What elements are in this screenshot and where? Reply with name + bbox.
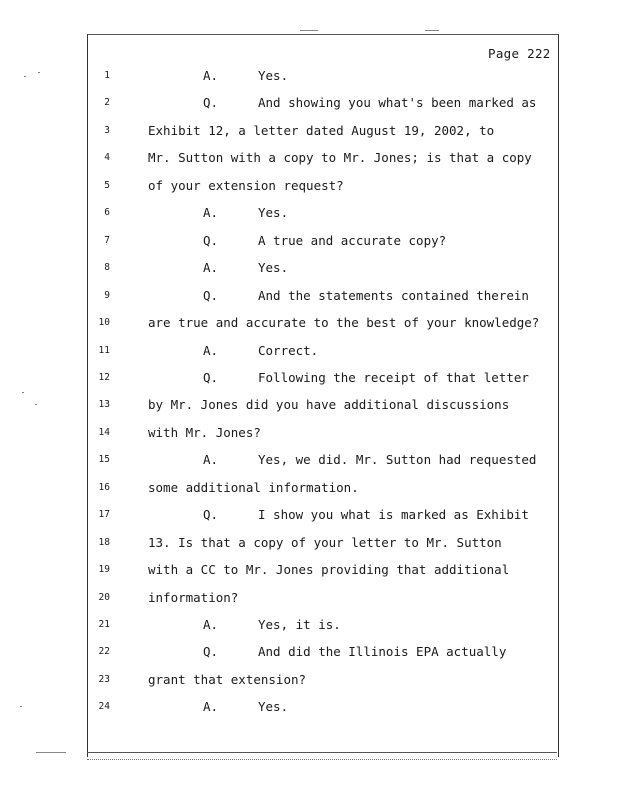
line-number: 15	[98, 454, 110, 466]
line-text: Exhibit 12, a letter dated August 19, 2002, to	[148, 122, 495, 138]
speaker-label: A.	[203, 260, 219, 276]
line-number: 5	[104, 179, 110, 191]
transcript-line	[0, 590, 618, 610]
line-number: 4	[104, 152, 110, 164]
speaker-label: A.	[203, 342, 219, 358]
transcript-line	[0, 288, 618, 308]
line-number: 11	[98, 344, 110, 356]
line-text: Mr. Sutton with a copy to Mr. Jones; is that a copy	[148, 150, 532, 166]
transcript-line	[0, 370, 618, 390]
scan-speck	[38, 72, 40, 73]
line-text: Following the receipt of that letter	[258, 369, 529, 385]
transcript-line	[0, 480, 618, 500]
line-text: Yes.	[258, 699, 289, 715]
speaker-label: Q.	[203, 369, 219, 385]
transcript-line	[0, 617, 618, 637]
line-text: Correct.	[258, 342, 319, 358]
scan-speck	[35, 404, 37, 405]
transcript-line	[0, 644, 618, 664]
line-number: 23	[98, 673, 110, 685]
transcript-line	[0, 315, 618, 335]
speaker-label: Q.	[203, 507, 219, 523]
scan-speck	[20, 706, 22, 707]
line-number: 24	[98, 701, 110, 713]
line-number: 13	[98, 399, 110, 411]
transcript-line	[0, 178, 618, 198]
page-bottom-rule	[87, 752, 557, 760]
speaker-label: A.	[203, 452, 219, 468]
line-number: 1	[104, 70, 110, 81]
scan-speck	[22, 392, 24, 393]
transcript-line	[0, 233, 618, 253]
speaker-label: Q.	[203, 95, 219, 111]
speaker-label: A.	[203, 205, 219, 221]
transcript-line	[0, 507, 618, 527]
transcript-line	[0, 343, 618, 363]
speaker-label: A.	[203, 699, 219, 715]
speaker-label: A.	[203, 617, 219, 632]
line-text: some additional information.	[148, 479, 359, 495]
line-text: Yes, we did. Mr. Sutton had requested	[258, 452, 537, 468]
transcript-line	[0, 699, 618, 719]
transcript-line	[0, 672, 618, 692]
line-text: And the statements contained therein	[258, 287, 529, 303]
transcript-line	[0, 95, 618, 115]
line-number: 3	[104, 124, 110, 136]
line-text: grant that extension?	[148, 671, 307, 687]
transcript-line	[0, 425, 618, 445]
line-number: 8	[104, 262, 110, 274]
transcript-line	[0, 535, 618, 555]
line-text: 13. Is that a copy of your letter to Mr. Sutton	[148, 534, 502, 550]
line-text: with a CC to Mr. Jones providing that additional	[148, 562, 510, 578]
line-number: 10	[98, 317, 110, 329]
line-number: 20	[98, 591, 110, 603]
transcript-line	[0, 397, 618, 417]
line-number: 16	[98, 481, 110, 493]
line-number: 2	[104, 97, 110, 109]
speaker-label: A.	[203, 68, 219, 83]
transcript-line	[0, 452, 618, 472]
line-number: 9	[104, 289, 110, 301]
line-text: with Mr. Jones?	[148, 424, 261, 440]
line-text: of your extension request?	[148, 177, 344, 193]
line-text: by Mr. Jones did you have additional discussions	[148, 397, 510, 413]
transcript-line	[0, 205, 618, 225]
speaker-label: Q.	[203, 287, 219, 303]
line-text: Yes, it is.	[258, 617, 341, 632]
scan-speck	[24, 76, 26, 77]
line-number: 17	[98, 509, 110, 521]
line-text: are true and accurate to the best of your knowledge?	[148, 315, 540, 331]
line-number: 19	[98, 564, 110, 576]
line-number: 14	[98, 426, 110, 438]
transcript-line	[0, 68, 618, 88]
line-text: And showing you what's been marked as	[258, 95, 537, 111]
line-text: Yes.	[258, 68, 289, 83]
line-number: 6	[104, 207, 110, 219]
line-text: I show you what is marked as Exhibit	[258, 507, 529, 523]
transcript-line	[0, 562, 618, 582]
line-text: A true and accurate copy?	[258, 232, 447, 248]
line-number: 18	[98, 536, 110, 548]
transcript-line	[0, 123, 618, 143]
scan-speck	[300, 30, 318, 31]
transcript-line	[0, 150, 618, 170]
line-text: Yes.	[258, 260, 289, 276]
line-text: information?	[148, 589, 239, 605]
line-number: 7	[104, 234, 110, 246]
scan-speck	[36, 752, 66, 753]
transcript-line	[0, 260, 618, 280]
speaker-label: Q.	[203, 644, 219, 660]
line-number: 12	[98, 371, 110, 383]
line-text: Yes.	[258, 205, 289, 221]
line-text: And did the Illinois EPA actually	[258, 644, 507, 660]
speaker-label: Q.	[203, 232, 219, 248]
scan-speck	[425, 30, 439, 31]
line-number: 21	[98, 619, 110, 630]
line-number: 22	[98, 646, 110, 658]
page-number: Page 222	[488, 46, 551, 61]
